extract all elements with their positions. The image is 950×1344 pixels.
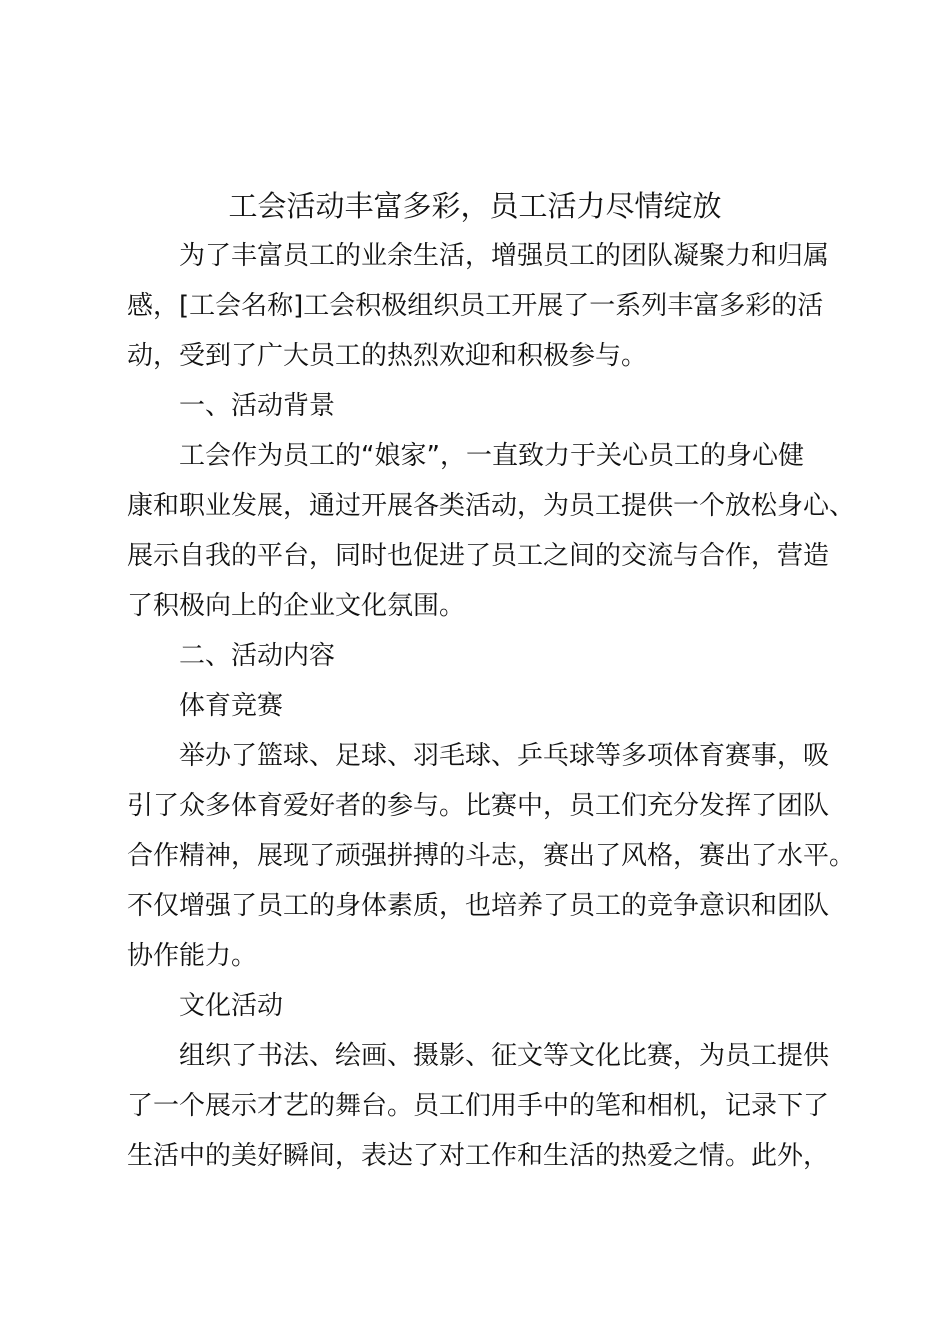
body-line: 组织了书法、绘画、摄影、征文等文化比赛，为员工提供: [179, 1041, 830, 1071]
document-title: 工会活动丰富多彩，员工活力尽情绽放: [228, 189, 722, 223]
subsection-heading: 体育竞赛: [179, 691, 284, 721]
section-heading: 一、活动背景: [179, 391, 336, 421]
document-body: [127, 231, 856, 1181]
body-line: 工会作为员工的“娘家”，一直致力于关心员工的身心健: [179, 441, 804, 471]
body-line: 康和职业发展，通过开展各类活动，为员工提供一个放松身心、: [127, 491, 856, 521]
body-line: 生活中的美好瞬间，表达了对工作和生活的热爱之情。此外，: [127, 1141, 830, 1171]
body-line: 了积极向上的企业文化氛围。: [127, 591, 466, 621]
body-line: 感，[工会名称]工会积极组织员工开展了一系列丰富多彩的活: [127, 291, 824, 321]
body-line: 展示自我的平台，同时也促进了员工之间的交流与合作，营造: [127, 541, 830, 571]
body-line: 举办了篮球、足球、羽毛球、乒乓球等多项体育赛事，吸: [179, 741, 830, 771]
subsection-heading: 文化活动: [179, 991, 284, 1021]
section-heading: 二、活动内容: [179, 641, 336, 671]
body-line: 为了丰富员工的业余生活，增强员工的团队凝聚力和归属: [179, 241, 830, 271]
body-line: 引了众多体育爱好者的参与。比赛中，员工们充分发挥了团队: [127, 791, 830, 821]
body-line: 不仅增强了员工的身体素质，也培养了员工的竞争意识和团队: [127, 891, 830, 921]
body-line: 协作能力。: [127, 941, 258, 971]
body-line: 合作精神，展现了顽强拼搏的斗志，赛出了风格，赛出了水平。: [127, 841, 856, 871]
body-line: 动，受到了广大员工的热烈欢迎和积极参与。: [127, 341, 648, 371]
body-line: 了一个展示才艺的舞台。员工们用手中的笔和相机，记录下了: [127, 1091, 830, 1121]
